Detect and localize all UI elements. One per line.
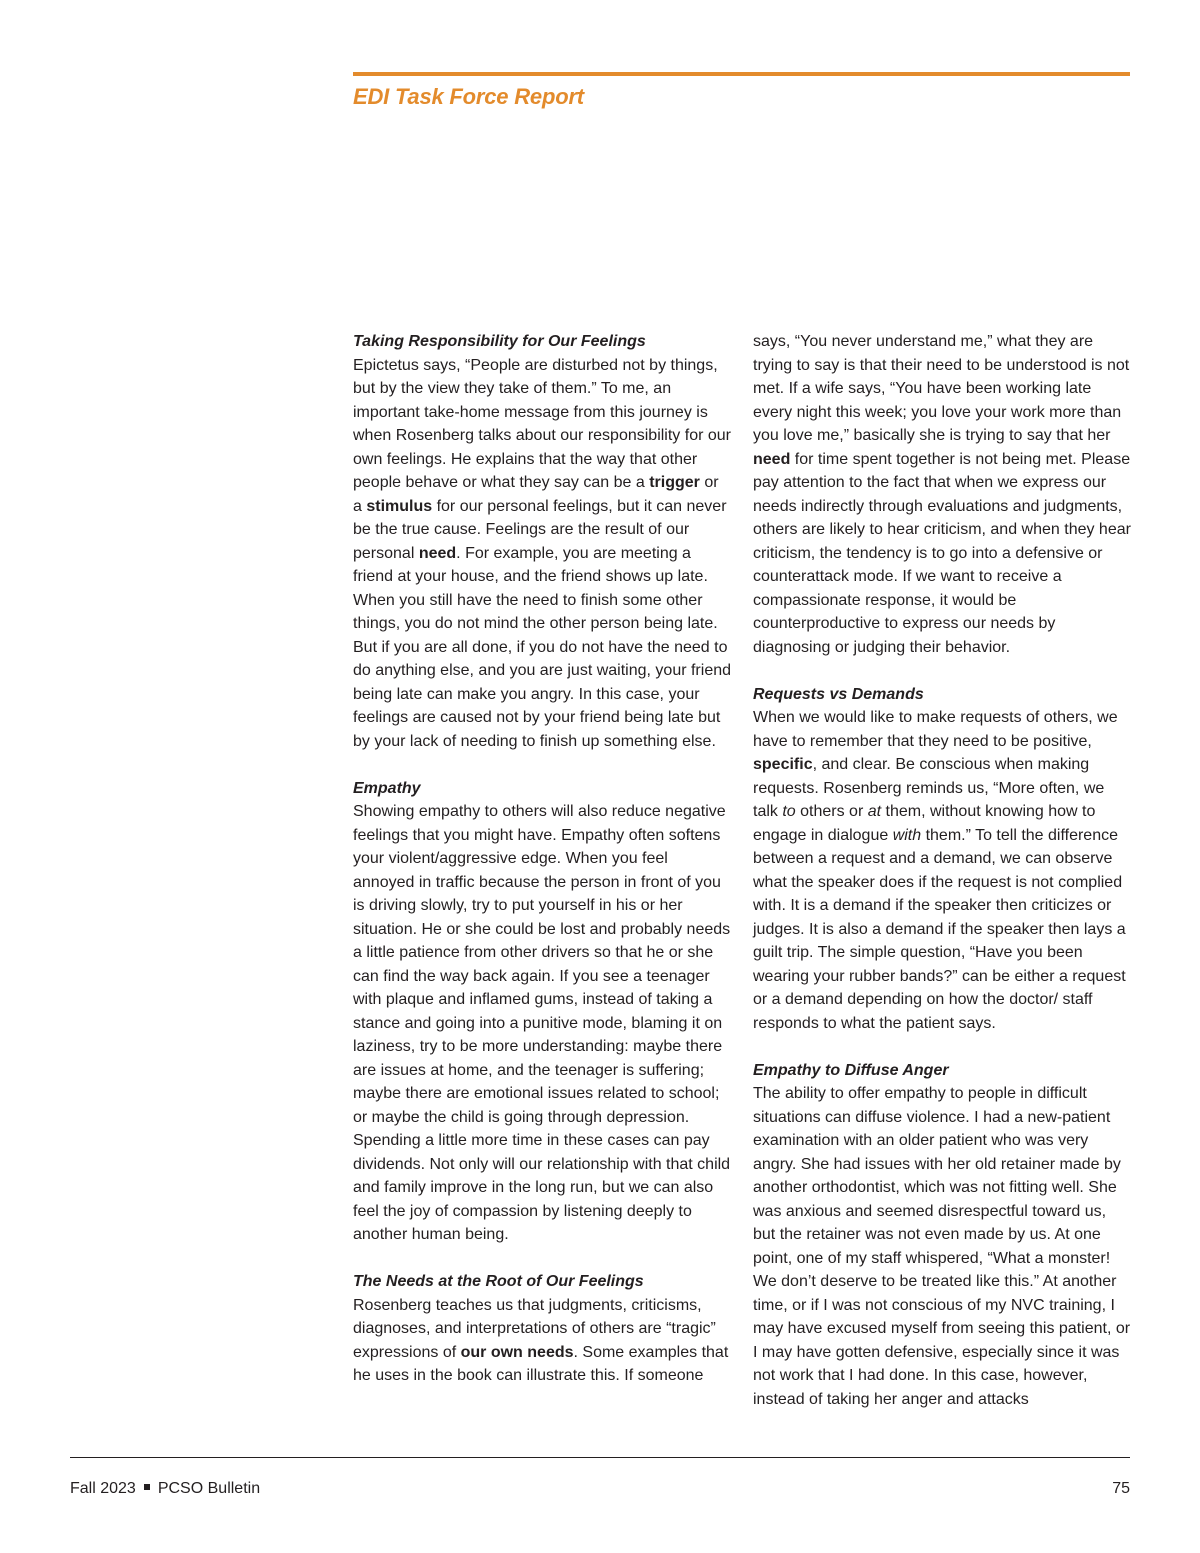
footer-rule [70,1457,1130,1458]
paragraph-empathy: Showing empathy to others will also reduce negative feelings that you might have. Empathy often softens your violent/aggressive edge. When you feel annoyed in traffic because the person in front of you is driving slowly, try to put yourself in his or her situation. He or she could be lost and probably needs a little patience from other drivers so that he or she can find the way back again. If you see a teenager with plaque and inflamed gums, instead of taking a stance and going into a punitive mode, blaming it on laziness, try to be more understanding: maybe there are issues at home, and the teenager is suffering; maybe there are emotional issues related to school; or maybe the child is going through depression. Spending a little more time in these cases can pay dividends. Not only will our relationship with that child and family improve in the long run, but we can also feel the joy of compassion by listening deeply to another human being. [353,803,731,1243]
section-title: EDI Task Force Report [353,84,584,109]
paragraph-taking-responsibility: Epictetus says, “People are disturbed not by things, but by the view they take of them.” To me, an important take-home message from this journey is when Rosenberg talks about our responsibility for our own feelings. He explains that the way that other people behave or what they say can be a trigger or a stimulus for our personal feelings, but it can never be the true cause. Feelings are the result of our personal need. For example, you are meeting a friend at your house, and the friend shows up late. When you still have the need to finish some other things, you do not mind the other person being late. But if you are all done, if you do not have the need to do anything else, and you are just waiting, your friend being late can make you angry. In this case, your feelings are caused not by your friend being late but by your lack of needing to finish up something else. [353,356,732,750]
page-number: 75 [1112,1480,1130,1497]
heading-requests-vs-demands: Requests vs Demands [753,685,924,703]
heading-needs-root: The Needs at the Root of Our Feelings [353,1273,644,1290]
footer-issue: Fall 2023 [70,1480,136,1497]
heading-empathy: Empathy [353,779,421,797]
footer-publication-name: PCSO Bulletin [157,1480,261,1497]
paragraph-requests-vs-demands: When we would like to make requests of others, we have to remember that they need to be positive, specific, and clear. Be conscious when making requests. Rosenberg reminds us, “More often, we talk to others or at them, without knowing how to engage in dialogue with them.” To tell the difference between a request and a demand, we can observe what the speaker does if the request is not complied with. It is a demand if the speaker then criticizes or judges. It is also a demand if the speaker then lays a guilt trip. The simple question, “Have you been wearing your rubber bands?” can be either a request or a demand depending on how the doctor/ staff responds to what the patient says. [753,709,1126,1032]
right-column [753,330,1131,1411]
left-column [353,330,731,1388]
paragraph-needs-root: Rosenberg teaches us that judgments, criticisms, diagnoses, and interpretations of others are “tragic” expressions of our own needs. Some examples that he uses in the book can illustrate this. If someone [353,1296,729,1384]
paragraph-needs-root-continued: says, “You never understand me,” what they are trying to say is that their need to be understood is not met. If a wife says, “You have been working late every night this week; you love your work more than you love me,” basically she is trying to say that her need for time spent together is not being met. Please pay attention to the fact that when we express our needs indirectly through evaluations and judgments, others are likely to hear criticism, and when they hear criticism, the tendency is to go into a defensive or counterattack mode. If we want to receive a compassionate response, it would be counterproductive to express our needs by diagnosing or judging their behavior. [753,333,1131,656]
square-bullet-icon [144,1484,150,1490]
heading-taking-responsibility: Taking Responsibility for Our Feelings [353,333,646,350]
paragraph-empathy-diffuse-anger: The ability to offer empathy to people in difficult situations can diffuse violence. I had a new-patient examination with an older patient who was very angry. She had issues with her old retainer made by another orthodontist, which was not fitting well. She was anxious and seemed disrespectful toward us, but the retainer was not even made by us. At one point, one of my staff whispered, “What a monster! We don’t deserve to be treated like this.” At another time, or if I was not conscious of my NVC training, I may have excused myself from seeing this patient, or I may have gotten defensive, especially since it was not work that I had done. In this case, however, instead of taking her anger and attacks [753,1085,1131,1408]
footer-publication [70,1480,260,1498]
header-rule [353,72,1130,76]
heading-empathy-diffuse-anger: Empathy to Diffuse Anger [753,1061,949,1079]
